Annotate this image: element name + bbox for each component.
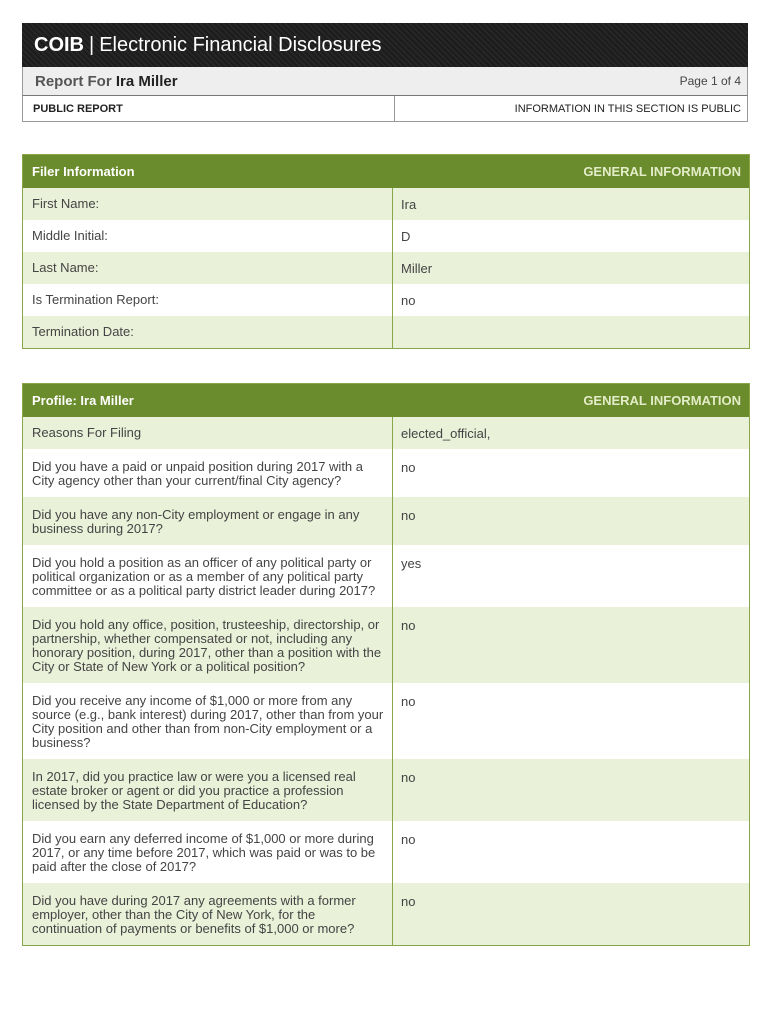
field-label: Middle Initial: (23, 220, 393, 252)
table-row (23, 683, 749, 759)
public-report-label: PUBLIC REPORT (23, 96, 395, 121)
field-label: Is Termination Report: (23, 284, 393, 316)
field-label: Last Name: (23, 252, 393, 284)
answer-value: no (401, 770, 416, 785)
table-row (23, 252, 749, 284)
section-title: Filer Information (32, 164, 135, 179)
answer-value: elected_official, (401, 425, 491, 441)
answer-value: no (401, 694, 416, 709)
table-row (23, 220, 749, 252)
table-row (23, 188, 749, 220)
public-report-row (22, 95, 748, 122)
field-label: Termination Date: (23, 316, 393, 348)
field-value: Ira (401, 196, 417, 212)
table-row (23, 316, 749, 348)
public-notice: INFORMATION IN THIS SECTION IS PUBLIC (514, 102, 741, 115)
report-for (35, 73, 178, 90)
table-row (23, 284, 749, 316)
filer-information-section (22, 154, 750, 349)
section-header (23, 155, 749, 188)
section-tag: GENERAL INFORMATION (583, 164, 741, 179)
page-indicator: Page 1 of 4 (679, 74, 741, 88)
answer-value: yes (401, 556, 422, 571)
field-value: Miller (401, 260, 433, 276)
answer-value: no (401, 894, 416, 909)
table-row (23, 497, 749, 545)
question-label: Did you have during 2017 any agreements with a former employer, other than the City of New York, for the continuation of payments or benefits of $1,000 or more? (23, 883, 393, 945)
field-value: D (401, 228, 411, 244)
answer-value: no (401, 508, 416, 523)
field-value (393, 316, 749, 348)
field-value: no (401, 292, 416, 308)
question-label: Did you hold any office, position, trusteeship, directorship, or partnership, whether compensated or not, including any honorary position, during 2017, other than a position with the City or State of New York or a political position? (23, 607, 393, 683)
answer-value: no (401, 618, 416, 633)
question-label: In 2017, did you practice law or were you a licensed real estate broker or agent or did you practice a profession licensed by the State Department of Education? (23, 759, 393, 821)
question-label: Did you have any non-City employment or engage in any business during 2017? (23, 497, 393, 545)
answer-value: no (401, 832, 416, 847)
page-title: Electronic Financial Disclosures (99, 33, 382, 56)
table-row (23, 759, 749, 821)
section-tag: GENERAL INFORMATION (583, 393, 741, 408)
table-row (23, 883, 749, 945)
section-header (23, 384, 749, 417)
report-for-label: Report For (35, 72, 112, 90)
table-row (23, 545, 749, 607)
brand-name: COIB (34, 33, 84, 56)
question-label: Reasons For Filing (23, 417, 393, 449)
table-row (23, 607, 749, 683)
field-label: First Name: (23, 188, 393, 220)
question-label: Did you have a paid or unpaid position during 2017 with a City agency other than your current/final City agency? (23, 449, 393, 497)
table-row (23, 821, 749, 883)
question-label: Did you hold a position as an officer of any political party or political organization or as a member of any political party committee or as a political party district leader during 2017? (23, 545, 393, 607)
report-for-name: Ira Miller (115, 72, 178, 90)
answer-value: no (401, 460, 416, 475)
table-row (23, 417, 749, 449)
title-separator: | (89, 33, 95, 56)
title-bar (22, 23, 748, 67)
section-title: Profile: Ira Miller (32, 393, 134, 408)
question-label: Did you receive any income of $1,000 or more from any source (e.g., bank interest) during 2017, other than from your City position and other than from non-City employment or a business? (23, 683, 393, 759)
report-header (22, 23, 748, 122)
profile-section (22, 383, 750, 946)
report-for-bar (22, 67, 748, 95)
question-label: Did you earn any deferred income of $1,000 or more during 2017, or any time before 2017, which was paid or was to be paid after the close of 2017? (23, 821, 393, 883)
table-row (23, 449, 749, 497)
